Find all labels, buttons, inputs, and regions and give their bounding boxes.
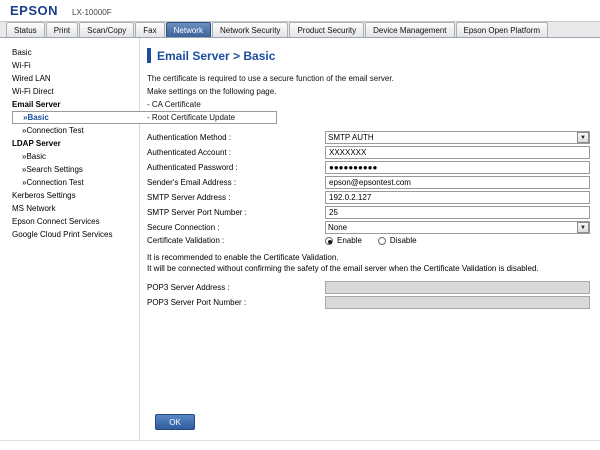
pop3-server-port-input [325,296,590,309]
tab-epson-open-platform[interactable]: Epson Open Platform [456,22,548,37]
title-accent-bar [147,48,151,63]
form-row [147,175,594,190]
authenticated-password-input[interactable] [325,161,590,174]
form-row [147,295,594,310]
sidebar-item-epson-connect-services[interactable]: Epson Connect Services [12,217,100,226]
tab-network-security[interactable]: Network Security [212,22,288,37]
field-label: POP3 Server Address : [147,283,230,292]
chevron-down-icon: ▼ [577,222,589,233]
field-control-cell [325,130,594,145]
certificate-validation-label: Certificate Validation : [147,236,225,245]
printer-model-label: LX-10000F [72,8,112,17]
certificate-validation-row [147,235,594,246]
description-line: The certificate is required to use a secure function of the email server. [147,74,394,83]
main-panel [141,38,600,450]
field-control-cell [325,145,594,160]
field-label: Authentication Method : [147,133,232,142]
field-label: Authenticated Account : [147,148,232,157]
sidebar-item-kerberos-settings[interactable]: Kerberos Settings [12,191,76,200]
pop3-form [147,280,594,310]
settings-form [147,130,594,246]
radio-disable[interactable] [378,237,386,245]
field-control-cell [325,175,594,190]
sidebar-item-basic[interactable]: »Basic [12,111,277,124]
certificate-validation-options [325,235,594,246]
ok-button[interactable]: OK [155,414,195,430]
sender-email-address-input[interactable] [325,176,590,189]
pop3-server-address-input [325,281,590,294]
tab-product-security[interactable]: Product Security [289,22,364,37]
certificate-note-1: It is recommended to enable the Certificate Validation. [147,253,339,262]
brand-bar [0,0,600,22]
field-control-cell [325,160,594,175]
sidebar-item-wi-fi-direct[interactable]: Wi-Fi Direct [12,87,54,96]
field-label: Secure Connection : [147,223,220,232]
field-control-cell [325,295,594,310]
form-row [147,190,594,205]
sidebar-item-email-server[interactable]: Email Server [12,100,61,109]
description-block [147,73,592,123]
tab-fax[interactable]: Fax [135,22,164,37]
radio-label-disable[interactable]: Disable [389,236,417,245]
form-row [147,280,594,295]
field-label: SMTP Server Port Number : [147,208,247,217]
description-line: - CA Certificate [147,100,201,109]
page-title: Email Server > Basic [157,48,276,63]
sidebar-item-search-settings[interactable]: »Search Settings [22,165,83,174]
tab-scan-copy[interactable]: Scan/Copy [79,22,134,37]
sidebar-item-ldap-server[interactable]: LDAP Server [12,139,61,148]
radio-enable[interactable] [325,237,333,245]
sidebar-nav [0,38,140,450]
radio-group [325,236,594,245]
field-label: Authenticated Password : [147,163,238,172]
form-row [147,145,594,160]
smtp-server-address-input[interactable] [325,191,590,204]
sidebar-item-wired-lan[interactable]: Wired LAN [12,74,51,83]
field-label: SMTP Server Address : [147,193,231,202]
field-control-cell [325,190,594,205]
field-control-cell [325,220,594,235]
tab-network[interactable]: Network [166,22,211,37]
description-line: Make settings on the following page. [147,87,277,96]
secure-connection-select[interactable] [325,221,590,234]
field-label: Sender's Email Address : [147,178,237,187]
authentication-method-select-wrapper [325,131,590,144]
sidebar-item-ms-network[interactable]: MS Network [12,204,56,213]
epson-logo: EPSON [10,3,59,18]
field-control-cell [325,280,594,295]
certificate-note-2: It will be connected without confirming the safety of the email server when the Certificate Validation is disabled. [147,264,539,273]
chevron-down-icon: ▼ [577,132,589,143]
form-row [147,205,594,220]
content-area [0,38,600,450]
sidebar-item-connection-test[interactable]: »Connection Test [22,126,84,135]
authenticated-account-input[interactable] [325,146,590,159]
sidebar-item-basic[interactable]: Basic [12,48,32,57]
tab-status[interactable]: Status [6,22,45,37]
tab-device-management[interactable]: Device Management [365,22,454,37]
page-title-row [147,48,592,63]
smtp-server-port-input[interactable] [325,206,590,219]
sidebar-item-connection-test[interactable]: »Connection Test [22,178,84,187]
main-tab-strip [0,22,600,38]
tab-print[interactable]: Print [46,22,78,37]
sidebar-item-wi-fi[interactable]: Wi-Fi [12,61,31,70]
radio-label-enable[interactable]: Enable [337,236,362,245]
description-line: - Root Certificate Update [147,113,236,122]
authentication-method-select[interactable] [325,131,590,144]
sidebar-item-google-cloud-print-services[interactable]: Google Cloud Print Services [12,230,113,239]
sidebar-item-basic[interactable]: »Basic [22,152,47,161]
field-label: POP3 Server Port Number : [147,298,247,307]
form-row [147,220,594,235]
form-row [147,130,594,145]
form-row [147,160,594,175]
secure-connection-select-wrapper [325,221,590,234]
page-footer [0,440,600,450]
field-control-cell [325,205,594,220]
